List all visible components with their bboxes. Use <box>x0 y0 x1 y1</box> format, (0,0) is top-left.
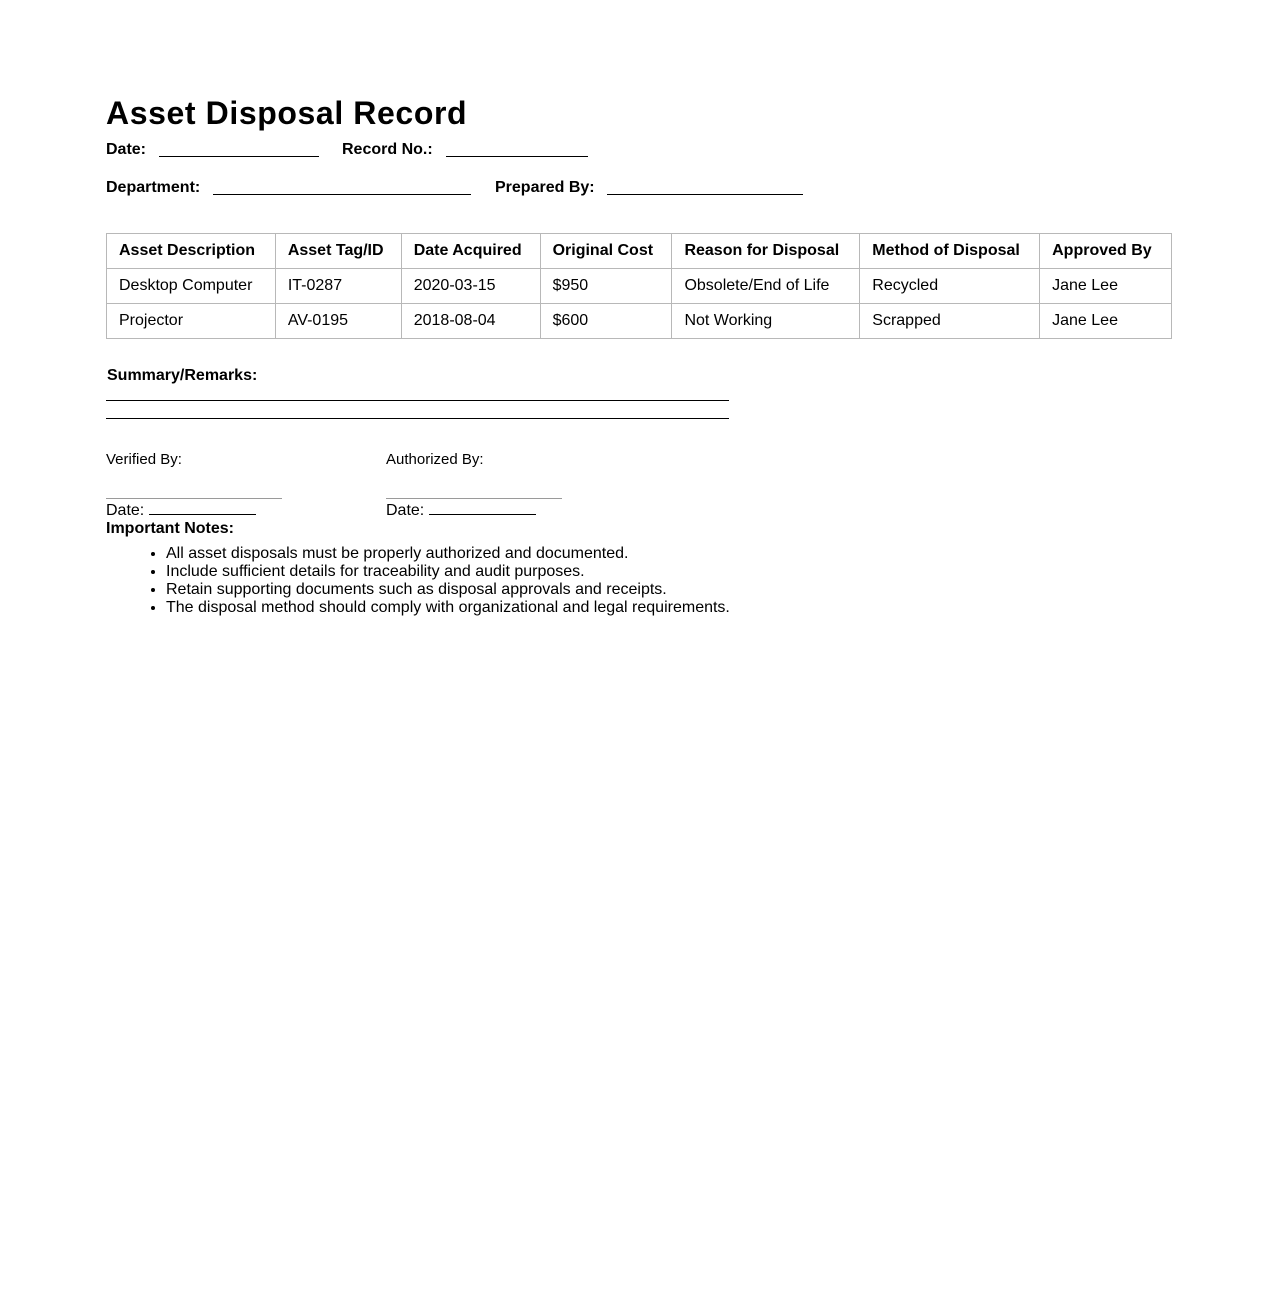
table-cell: 2020-03-15 <box>401 269 540 304</box>
table-row <box>107 304 1172 339</box>
authorized-date-line[interactable] <box>429 502 536 515</box>
summary-line-1[interactable] <box>106 400 729 401</box>
verified-date <box>106 502 256 520</box>
summary-line-2[interactable] <box>106 418 729 419</box>
date-field-line[interactable] <box>159 156 319 157</box>
column-header: Reason for Disposal <box>672 234 860 269</box>
table-cell: Projector <box>107 304 276 339</box>
department-field-line[interactable] <box>213 194 471 195</box>
date-label: Date: <box>106 141 147 158</box>
table-cell: Desktop Computer <box>107 269 276 304</box>
column-header: Asset Description <box>107 234 276 269</box>
prepared-by-field-line[interactable] <box>607 194 803 195</box>
asset-disposal-table <box>106 233 1172 339</box>
column-header: Original Cost <box>540 234 672 269</box>
column-header: Approved By <box>1040 234 1172 269</box>
important-notes-list <box>106 545 730 617</box>
column-header: Method of Disposal <box>860 234 1040 269</box>
summary-remarks-label: Summary/Remarks: <box>107 367 258 384</box>
page-title: Asset Disposal Record <box>106 95 468 131</box>
authorized-date-label: Date: <box>386 502 425 519</box>
table-cell: Not Working <box>672 304 860 339</box>
list-item: • The disposal method should comply with organizational and legal requirements. <box>166 599 730 617</box>
verified-by-signature-line[interactable] <box>106 498 282 499</box>
record-no-label: Record No.: <box>342 141 433 158</box>
table-cell: AV-0195 <box>275 304 401 339</box>
record-no-field-line[interactable] <box>446 156 588 157</box>
column-header: Asset Tag/ID <box>275 234 401 269</box>
authorized-date <box>386 502 536 520</box>
table-cell: Jane Lee <box>1040 304 1172 339</box>
column-header: Date Acquired <box>401 234 540 269</box>
list-item: • All asset disposals must be properly authorized and documented. <box>166 545 730 563</box>
department-label: Department: <box>106 179 201 196</box>
table-cell: Jane Lee <box>1040 269 1172 304</box>
table-cell: 2018-08-04 <box>401 304 540 339</box>
authorized-by-signature-line[interactable] <box>386 498 562 499</box>
authorized-by-label: Authorized By: <box>386 451 484 468</box>
table-cell: Recycled <box>860 269 1040 304</box>
verified-by-label: Verified By: <box>106 451 182 468</box>
important-notes-label: Important Notes: <box>106 520 234 537</box>
verified-date-label: Date: <box>106 502 145 519</box>
verified-date-line[interactable] <box>149 502 256 515</box>
table-header-row <box>107 234 1172 269</box>
table-cell: Scrapped <box>860 304 1040 339</box>
table-cell: Obsolete/End of Life <box>672 269 860 304</box>
table-row <box>107 269 1172 304</box>
list-item: • Retain supporting documents such as disposal approvals and receipts. <box>166 581 730 599</box>
table-cell: $600 <box>540 304 672 339</box>
table-cell: $950 <box>540 269 672 304</box>
table-cell: IT-0287 <box>275 269 401 304</box>
prepared-by-label: Prepared By: <box>495 179 595 196</box>
list-item: • Include sufficient details for traceability and audit purposes. <box>166 563 730 581</box>
